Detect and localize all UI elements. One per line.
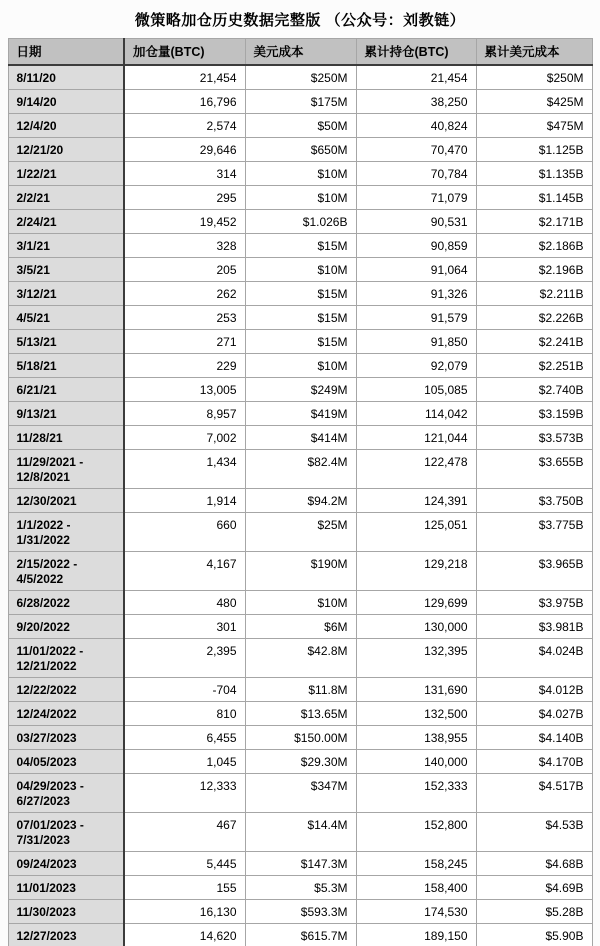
date-cell: 1/1/2022 - 1/31/2022 bbox=[8, 513, 124, 552]
table-row bbox=[8, 852, 592, 876]
table-row bbox=[8, 90, 592, 114]
usd-cost-cell: $6M bbox=[245, 615, 356, 639]
table-row bbox=[8, 138, 592, 162]
date-cell: 3/5/21 bbox=[8, 258, 124, 282]
date-cell: 12/22/2022 bbox=[8, 678, 124, 702]
table-row bbox=[8, 114, 592, 138]
header-usd-cost: 美元成本 bbox=[245, 39, 356, 66]
usd-cost-cell: $147.3M bbox=[245, 852, 356, 876]
date-cell: 12/21/20 bbox=[8, 138, 124, 162]
cumulative-usd-cell: $4.53B bbox=[476, 813, 592, 852]
cumulative-usd-cell: $4.517B bbox=[476, 774, 592, 813]
usd-cost-cell: $347M bbox=[245, 774, 356, 813]
date-cell: 11/29/2021 - 12/8/2021 bbox=[8, 450, 124, 489]
cumulative-usd-cell: $3.775B bbox=[476, 513, 592, 552]
btc-added-cell: 205 bbox=[124, 258, 245, 282]
usd-cost-cell: $419M bbox=[245, 402, 356, 426]
usd-cost-cell: $150.00M bbox=[245, 726, 356, 750]
btc-added-cell: 301 bbox=[124, 615, 245, 639]
btc-added-cell: 16,130 bbox=[124, 900, 245, 924]
usd-cost-cell: $1.026B bbox=[245, 210, 356, 234]
table-row bbox=[8, 402, 592, 426]
date-cell: 5/13/21 bbox=[8, 330, 124, 354]
cumulative-usd-cell: $4.68B bbox=[476, 852, 592, 876]
btc-added-cell: 1,434 bbox=[124, 450, 245, 489]
cumulative-usd-cell: $475M bbox=[476, 114, 592, 138]
table-row bbox=[8, 900, 592, 924]
table-row bbox=[8, 813, 592, 852]
date-cell: 3/12/21 bbox=[8, 282, 124, 306]
date-cell: 3/1/21 bbox=[8, 234, 124, 258]
usd-cost-cell: $15M bbox=[245, 234, 356, 258]
btc-added-cell: 4,167 bbox=[124, 552, 245, 591]
cumulative-usd-cell: $2.196B bbox=[476, 258, 592, 282]
cumulative-btc-cell: 124,391 bbox=[356, 489, 476, 513]
btc-added-cell: 314 bbox=[124, 162, 245, 186]
table-row bbox=[8, 186, 592, 210]
cumulative-usd-cell: $250M bbox=[476, 65, 592, 90]
cumulative-btc-cell: 121,044 bbox=[356, 426, 476, 450]
cumulative-usd-cell: $2.740B bbox=[476, 378, 592, 402]
page-title: 微策略加仓历史数据完整版 （公众号：刘教链） bbox=[134, 12, 466, 29]
btc-added-cell: 29,646 bbox=[124, 138, 245, 162]
btc-added-cell: -704 bbox=[124, 678, 245, 702]
btc-added-cell: 660 bbox=[124, 513, 245, 552]
btc-added-cell: 7,002 bbox=[124, 426, 245, 450]
table-row bbox=[8, 489, 592, 513]
btc-added-cell: 14,620 bbox=[124, 924, 245, 946]
btc-added-cell: 1,914 bbox=[124, 489, 245, 513]
date-cell: 9/20/2022 bbox=[8, 615, 124, 639]
cumulative-usd-cell: $2.226B bbox=[476, 306, 592, 330]
cumulative-usd-cell: $1.125B bbox=[476, 138, 592, 162]
date-cell: 04/05/2023 bbox=[8, 750, 124, 774]
table-row bbox=[8, 678, 592, 702]
table-body bbox=[8, 65, 592, 946]
cumulative-btc-cell: 90,859 bbox=[356, 234, 476, 258]
btc-added-cell: 328 bbox=[124, 234, 245, 258]
cumulative-usd-cell: $3.965B bbox=[476, 552, 592, 591]
table-row bbox=[8, 450, 592, 489]
usd-cost-cell: $250M bbox=[245, 65, 356, 90]
cumulative-usd-cell: $1.145B bbox=[476, 186, 592, 210]
btc-added-cell: 5,445 bbox=[124, 852, 245, 876]
cumulative-btc-cell: 71,079 bbox=[356, 186, 476, 210]
cumulative-btc-cell: 158,400 bbox=[356, 876, 476, 900]
usd-cost-cell: $25M bbox=[245, 513, 356, 552]
cumulative-btc-cell: 91,579 bbox=[356, 306, 476, 330]
cumulative-usd-cell: $5.28B bbox=[476, 900, 592, 924]
cumulative-btc-cell: 189,150 bbox=[356, 924, 476, 946]
date-cell: 11/01/2022 - 12/21/2022 bbox=[8, 639, 124, 678]
cumulative-usd-cell: $4.140B bbox=[476, 726, 592, 750]
btc-added-cell: 155 bbox=[124, 876, 245, 900]
date-cell: 12/27/2023 bbox=[8, 924, 124, 946]
date-cell: 9/14/20 bbox=[8, 90, 124, 114]
btc-added-cell: 253 bbox=[124, 306, 245, 330]
table-row bbox=[8, 330, 592, 354]
date-cell: 09/24/2023 bbox=[8, 852, 124, 876]
table-row bbox=[8, 876, 592, 900]
table-row bbox=[8, 774, 592, 813]
date-cell: 12/30/2021 bbox=[8, 489, 124, 513]
btc-added-cell: 467 bbox=[124, 813, 245, 852]
date-cell: 2/2/21 bbox=[8, 186, 124, 210]
usd-cost-cell: $42.8M bbox=[245, 639, 356, 678]
cumulative-btc-cell: 90,531 bbox=[356, 210, 476, 234]
date-cell: 03/27/2023 bbox=[8, 726, 124, 750]
date-cell: 8/11/20 bbox=[8, 65, 124, 90]
cumulative-btc-cell: 70,470 bbox=[356, 138, 476, 162]
cumulative-btc-cell: 130,000 bbox=[356, 615, 476, 639]
header-cumulative-usd: 累计美元成本 bbox=[476, 39, 592, 66]
cumulative-usd-cell: $3.981B bbox=[476, 615, 592, 639]
cumulative-btc-cell: 114,042 bbox=[356, 402, 476, 426]
cumulative-btc-cell: 140,000 bbox=[356, 750, 476, 774]
cumulative-usd-cell: $425M bbox=[476, 90, 592, 114]
date-cell: 04/29/2023 - 6/27/2023 bbox=[8, 774, 124, 813]
table-row bbox=[8, 702, 592, 726]
header-btc-added: 加仓量(BTC) bbox=[124, 39, 245, 66]
usd-cost-cell: $13.65M bbox=[245, 702, 356, 726]
date-cell: 12/24/2022 bbox=[8, 702, 124, 726]
header-cumulative-btc: 累计持仓(BTC) bbox=[356, 39, 476, 66]
table-row bbox=[8, 258, 592, 282]
cumulative-btc-cell: 91,064 bbox=[356, 258, 476, 282]
btc-added-cell: 2,395 bbox=[124, 639, 245, 678]
usd-cost-cell: $10M bbox=[245, 162, 356, 186]
date-cell: 2/24/21 bbox=[8, 210, 124, 234]
date-cell: 12/4/20 bbox=[8, 114, 124, 138]
cumulative-btc-cell: 91,326 bbox=[356, 282, 476, 306]
btc-added-cell: 21,454 bbox=[124, 65, 245, 90]
table-row bbox=[8, 513, 592, 552]
cumulative-btc-cell: 105,085 bbox=[356, 378, 476, 402]
btc-added-cell: 295 bbox=[124, 186, 245, 210]
usd-cost-cell: $10M bbox=[245, 186, 356, 210]
date-cell: 4/5/21 bbox=[8, 306, 124, 330]
date-cell: 5/18/21 bbox=[8, 354, 124, 378]
cumulative-usd-cell: $1.135B bbox=[476, 162, 592, 186]
table-row bbox=[8, 591, 592, 615]
cumulative-btc-cell: 138,955 bbox=[356, 726, 476, 750]
cumulative-btc-cell: 152,800 bbox=[356, 813, 476, 852]
date-cell: 2/15/2022 - 4/5/2022 bbox=[8, 552, 124, 591]
cumulative-usd-cell: $3.655B bbox=[476, 450, 592, 489]
header-date: 日期 bbox=[8, 39, 124, 66]
cumulative-btc-cell: 131,690 bbox=[356, 678, 476, 702]
cumulative-usd-cell: $4.024B bbox=[476, 639, 592, 678]
table-row bbox=[8, 210, 592, 234]
cumulative-usd-cell: $3.573B bbox=[476, 426, 592, 450]
date-cell: 11/01/2023 bbox=[8, 876, 124, 900]
cumulative-usd-cell: $2.241B bbox=[476, 330, 592, 354]
cumulative-btc-cell: 122,478 bbox=[356, 450, 476, 489]
usd-cost-cell: $15M bbox=[245, 330, 356, 354]
btc-added-cell: 16,796 bbox=[124, 90, 245, 114]
btc-added-cell: 6,455 bbox=[124, 726, 245, 750]
date-cell: 9/13/21 bbox=[8, 402, 124, 426]
usd-cost-cell: $5.3M bbox=[245, 876, 356, 900]
cumulative-btc-cell: 40,824 bbox=[356, 114, 476, 138]
btc-added-cell: 810 bbox=[124, 702, 245, 726]
btc-added-cell: 2,574 bbox=[124, 114, 245, 138]
usd-cost-cell: $15M bbox=[245, 306, 356, 330]
usd-cost-cell: $82.4M bbox=[245, 450, 356, 489]
usd-cost-cell: $10M bbox=[245, 591, 356, 615]
cumulative-usd-cell: $4.69B bbox=[476, 876, 592, 900]
usd-cost-cell: $615.7M bbox=[245, 924, 356, 946]
cumulative-btc-cell: 132,500 bbox=[356, 702, 476, 726]
usd-cost-cell: $175M bbox=[245, 90, 356, 114]
table-row bbox=[8, 426, 592, 450]
usd-cost-cell: $14.4M bbox=[245, 813, 356, 852]
usd-cost-cell: $15M bbox=[245, 282, 356, 306]
usd-cost-cell: $50M bbox=[245, 114, 356, 138]
table-row bbox=[8, 65, 592, 90]
table-row bbox=[8, 924, 592, 946]
btc-added-cell: 262 bbox=[124, 282, 245, 306]
date-cell: 6/28/2022 bbox=[8, 591, 124, 615]
cumulative-btc-cell: 91,850 bbox=[356, 330, 476, 354]
cumulative-usd-cell: $2.211B bbox=[476, 282, 592, 306]
usd-cost-cell: $593.3M bbox=[245, 900, 356, 924]
btc-added-cell: 12,333 bbox=[124, 774, 245, 813]
cumulative-btc-cell: 70,784 bbox=[356, 162, 476, 186]
cumulative-btc-cell: 129,699 bbox=[356, 591, 476, 615]
usd-cost-cell: $249M bbox=[245, 378, 356, 402]
date-cell: 11/28/21 bbox=[8, 426, 124, 450]
date-cell: 6/21/21 bbox=[8, 378, 124, 402]
table-row bbox=[8, 378, 592, 402]
header-row bbox=[8, 39, 592, 66]
btc-added-cell: 19,452 bbox=[124, 210, 245, 234]
table-row bbox=[8, 282, 592, 306]
usd-cost-cell: $29.30M bbox=[245, 750, 356, 774]
cumulative-btc-cell: 132,395 bbox=[356, 639, 476, 678]
btc-added-cell: 1,045 bbox=[124, 750, 245, 774]
btc-added-cell: 480 bbox=[124, 591, 245, 615]
cumulative-btc-cell: 125,051 bbox=[356, 513, 476, 552]
cumulative-usd-cell: $2.251B bbox=[476, 354, 592, 378]
cumulative-btc-cell: 152,333 bbox=[356, 774, 476, 813]
table-row bbox=[8, 234, 592, 258]
usd-cost-cell: $414M bbox=[245, 426, 356, 450]
table-row bbox=[8, 750, 592, 774]
usd-cost-cell: $94.2M bbox=[245, 489, 356, 513]
table-row bbox=[8, 306, 592, 330]
cumulative-btc-cell: 21,454 bbox=[356, 65, 476, 90]
cumulative-btc-cell: 38,250 bbox=[356, 90, 476, 114]
table-row bbox=[8, 615, 592, 639]
cumulative-usd-cell: $2.171B bbox=[476, 210, 592, 234]
table-row bbox=[8, 639, 592, 678]
date-cell: 1/22/21 bbox=[8, 162, 124, 186]
table-row bbox=[8, 726, 592, 750]
date-cell: 11/30/2023 bbox=[8, 900, 124, 924]
usd-cost-cell: $10M bbox=[245, 354, 356, 378]
cumulative-btc-cell: 129,218 bbox=[356, 552, 476, 591]
table-row bbox=[8, 552, 592, 591]
cumulative-usd-cell: $4.012B bbox=[476, 678, 592, 702]
cumulative-usd-cell: $3.975B bbox=[476, 591, 592, 615]
date-cell: 07/01/2023 - 7/31/2023 bbox=[8, 813, 124, 852]
cumulative-usd-cell: $2.186B bbox=[476, 234, 592, 258]
btc-added-cell: 229 bbox=[124, 354, 245, 378]
cumulative-usd-cell: $4.027B bbox=[476, 702, 592, 726]
usd-cost-cell: $11.8M bbox=[245, 678, 356, 702]
usd-cost-cell: $190M bbox=[245, 552, 356, 591]
cumulative-btc-cell: 174,530 bbox=[356, 900, 476, 924]
btc-added-cell: 13,005 bbox=[124, 378, 245, 402]
cumulative-usd-cell: $3.750B bbox=[476, 489, 592, 513]
table-row bbox=[8, 162, 592, 186]
cumulative-btc-cell: 158,245 bbox=[356, 852, 476, 876]
cumulative-btc-cell: 92,079 bbox=[356, 354, 476, 378]
usd-cost-cell: $10M bbox=[245, 258, 356, 282]
table-row bbox=[8, 354, 592, 378]
btc-added-cell: 8,957 bbox=[124, 402, 245, 426]
cumulative-usd-cell: $4.170B bbox=[476, 750, 592, 774]
cumulative-usd-cell: $5.90B bbox=[476, 924, 592, 946]
btc-history-table bbox=[8, 38, 593, 946]
usd-cost-cell: $650M bbox=[245, 138, 356, 162]
btc-added-cell: 271 bbox=[124, 330, 245, 354]
cumulative-usd-cell: $3.159B bbox=[476, 402, 592, 426]
